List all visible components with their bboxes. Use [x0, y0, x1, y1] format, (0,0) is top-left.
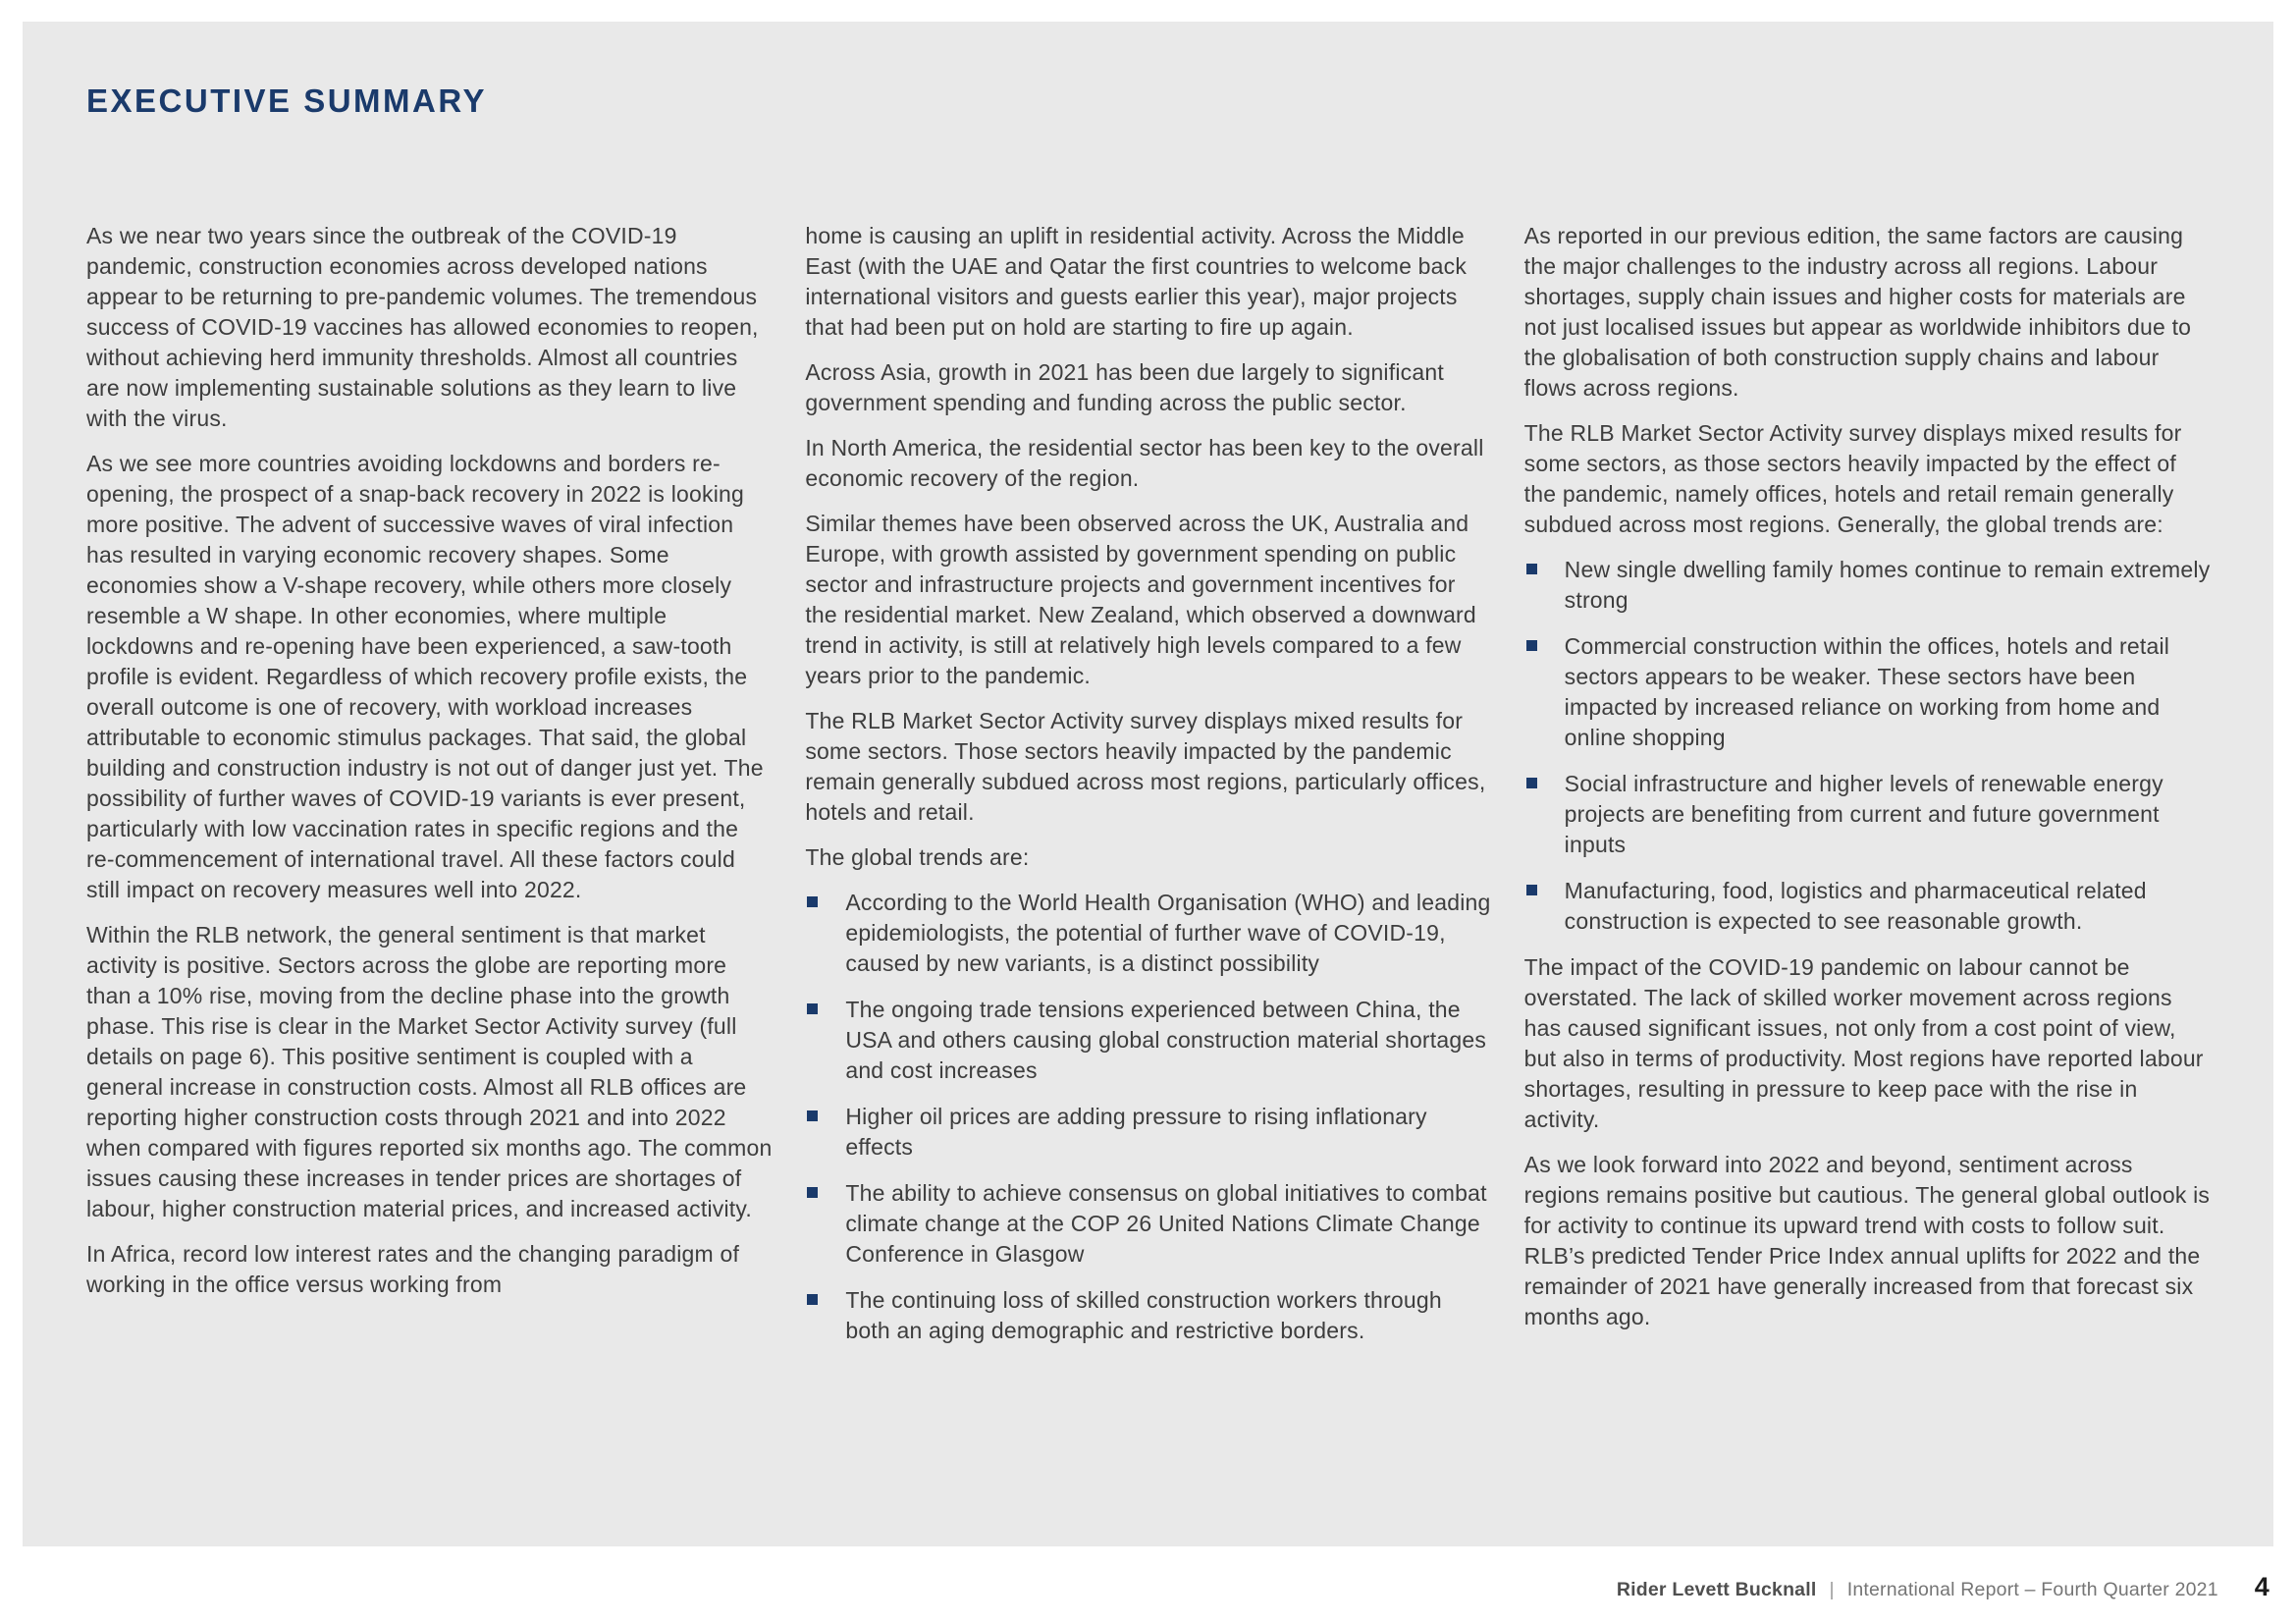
bullet-item — [1524, 555, 2211, 616]
bullet-item — [805, 888, 1491, 979]
page-footer — [1617, 1572, 2269, 1602]
paragraph: As we see more countries avoiding lockdowns and borders re-opening, the prospect of a snap-back recovery in 2022 is looking more positive. The advent of successive waves of viral infection has resulted in varying economic recovery shapes. Some economies show a V-shape recovery, while others more closely resemble a W shape. In other economies, where multiple lockdowns and re-opening have been experienced, a saw-tooth profile is evident. Regardless of which recovery profile exists, the overall outcome is one of recovery, with workload increases attributable to economic stimulus packages. That said, the global building and construction industry is not out of danger just yet. The possibility of further waves of COVID-19 variants is ever present, particularly with low vaccination rates in specific regions and the re-commencement of international travel. All these factors could still impact on recovery measures well into 2022. — [86, 451, 764, 902]
footer-report-title: International Report – Fourth Quarter 2021 — [1846, 1579, 2218, 1600]
bullet-square-icon — [807, 896, 818, 907]
bullet-item — [1524, 631, 2211, 753]
paragraph: Across Asia, growth in 2021 has been due largely to significant government spending and funding across the public sector. — [805, 359, 1444, 415]
paragraph: The global trends are: — [805, 844, 1030, 870]
paragraph: As we near two years since the outbreak of the COVID-19 pandemic, construction economies across developed nations appear to be returning to pre-pandemic volumes. The tremendous success of COVID-19 vaccines has allowed economies to reopen, without achieving herd immunity thresholds. Almost all countries are now implementing sustainable solutions as they learn to live with the virus. — [86, 223, 759, 431]
paragraph: The RLB Market Sector Activity survey displays mixed results for some sectors, as those sectors heavily impacted by the effect of the pandemic, namely offices, hotels and retail remain generally subdued across most regions. Generally, the global trends are: — [1523, 420, 2182, 537]
bullet-square-icon — [807, 1110, 818, 1121]
footer-brand: Rider Levett Bucknall — [1616, 1579, 1817, 1600]
bullet-item — [1524, 769, 2211, 860]
bullet-text: According to the World Health Organisation (WHO) and leading epidemiologists, the potential of further wave of COVID-19, caused by new variants, is a distinct possibility — [845, 890, 1491, 976]
bullet-text: New single dwelling family homes continue to remain extremely strong — [1564, 557, 2211, 613]
bullet-square-icon — [1526, 640, 1537, 651]
paragraph: The RLB Market Sector Activity survey displays mixed results for some sectors. Those sectors heavily impacted by the pandemic remain generally subdued across most regions, particularly offices, hotels and retail. — [805, 708, 1486, 825]
paragraph: Similar themes have been observed across the UK, Australia and Europe, with growth assisted by government spending on public sector and infrastructure projects and government incentives for the residential market. New Zealand, which observed a downward trend in activity, is still at relatively high levels compared to a few years prior to the pandemic. — [805, 511, 1476, 688]
bullet-square-icon — [807, 1294, 818, 1305]
bullet-text: The continuing loss of skilled construction workers through both an aging demographic and restrictive borders. — [845, 1287, 1442, 1343]
bullet-square-icon — [1526, 564, 1537, 574]
bullet-item — [805, 995, 1491, 1086]
text-column-2 — [805, 221, 1491, 1362]
footer-separator: | — [1829, 1579, 1835, 1600]
page-panel — [23, 22, 2273, 1546]
bullet-text: The ongoing trade tensions experienced between China, the USA and others causing global construction material shortages and cost increases — [845, 997, 1487, 1083]
bullet-text: Commercial construction within the offices, hotels and retail sectors appears to be weaker. These sectors have been impacted by increased reliance on working from home and online shopping — [1564, 633, 2170, 750]
bullet-square-icon — [1526, 778, 1537, 788]
bullet-list — [805, 888, 1491, 1346]
paragraph: As reported in our previous edition, the same factors are causing the major challenges to the industry across all regions. Labour shortages, supply chain issues and higher costs for materials are not just localised issues but appear as worldwide inhibitors due to the globalisation of both construction supply chains and labour flows across regions. — [1523, 223, 2192, 401]
text-column-1 — [86, 221, 773, 1362]
bullet-item — [805, 1178, 1491, 1270]
paragraph: In North America, the residential sector has been key to the overall economic recovery of the region. — [805, 435, 1484, 491]
paragraph: home is causing an uplift in residential activity. Across the Middle East (with the UAE and Qatar the first countries to welcome back international visitors and guests earlier this year), major projects that had been put on hold are starting to fire up again. — [805, 223, 1468, 340]
paragraph: In Africa, record low interest rates and the changing paradigm of working in the office versus working from — [86, 1241, 740, 1297]
bullet-text: Social infrastructure and higher levels of renewable energy projects are benefiting from current and future government inputs — [1564, 771, 2163, 857]
bullet-list — [1524, 555, 2211, 937]
bullet-square-icon — [807, 1003, 818, 1014]
paragraph: As we look forward into 2022 and beyond, sentiment across regions remains positive but cautious. The general global outlook is for activity to continue its upward trend with costs to follow suit. RLB’s predicted Tender Price Index annual uplifts for 2022 and the remainder of 2021 have generally increased from that forecast six months ago. — [1523, 1152, 2211, 1329]
bullet-square-icon — [807, 1187, 818, 1198]
body-columns — [86, 221, 2211, 1362]
page-number: 4 — [2254, 1572, 2269, 1601]
bullet-item — [1524, 876, 2211, 937]
paragraph: Within the RLB network, the general sentiment is that market activity is positive. Sectors across the globe are reporting more than a 10% rise, moving from the decline phase into the growth phase. This rise is clear in the Market Sector Activity survey (full details on page 6). This positive sentiment is coupled with a general increase in construction costs. Almost all RLB offices are reporting higher construction costs through 2021 and into 2022 when compared with figures reported six months ago. The common issues causing these increases in tender prices are shortages of labour, higher construction material prices, and increased activity. — [86, 922, 773, 1221]
paragraph: The impact of the COVID-19 pandemic on labour cannot be overstated. The lack of skilled worker movement across regions has caused significant issues, not only from a cost point of view, but also in terms of productivity. Most regions have reported labour shortages, resulting in pressure to keep pace with the rise in activity. — [1523, 954, 2204, 1132]
bullet-text: Higher oil prices are adding pressure to rising inflationary effects — [845, 1104, 1427, 1160]
bullet-item — [805, 1102, 1491, 1163]
bullet-square-icon — [1526, 885, 1537, 895]
bullet-item — [805, 1285, 1491, 1346]
bullet-text: Manufacturing, food, logistics and pharmaceutical related construction is expected to see reasonable growth. — [1564, 878, 2147, 934]
page-title: EXECUTIVE SUMMARY — [86, 82, 487, 119]
bullet-text: The ability to achieve consensus on global initiatives to combat climate change at the COP 26 United Nations Climate Change Conference in Glasgow — [845, 1180, 1487, 1267]
text-column-3 — [1524, 221, 2211, 1362]
